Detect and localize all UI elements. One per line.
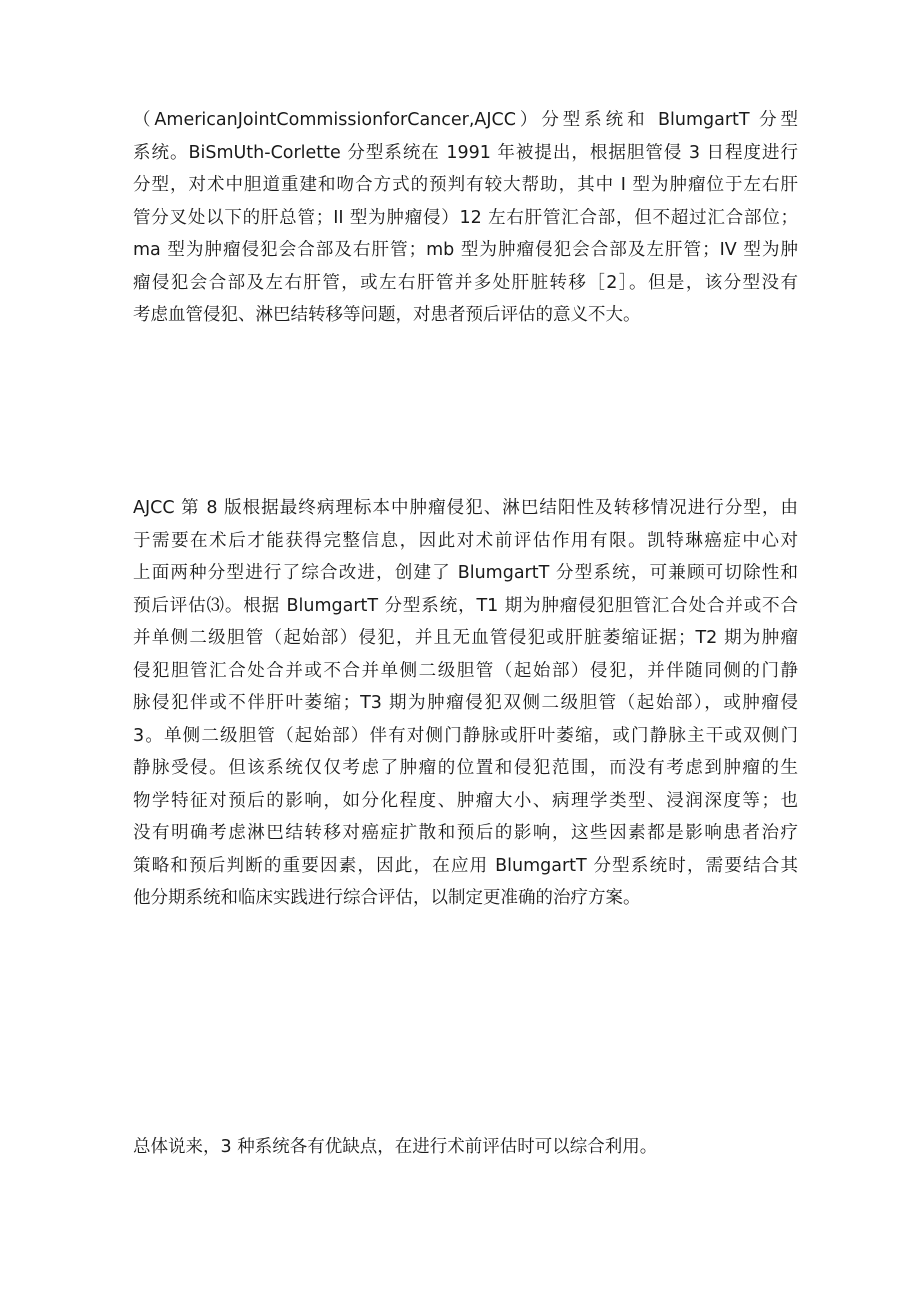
text-line: 预后评估⑶。根据 BlumgartT 分型系统，T1 期为肿瘤侵犯胆管汇合处合并或不合 xyxy=(133,595,798,616)
text-line: 脉侵犯伴或不伴肝叶萎缩；T3 期为肿瘤侵犯双侧二级胆管（起始部），或肿瘤侵 xyxy=(133,693,798,713)
text-line: 上面两种分型进行了综合改进，创建了 BlumgartT 分型系统，可兼顾可切除性和 xyxy=(133,563,798,583)
paragraph-classification-systems xyxy=(133,104,798,332)
text-line: 静脉受侵。但该系统仅仅考虑了肿瘤的位置和侵犯范围，而没有考虑到肿瘤的生 xyxy=(133,758,798,778)
text-line: 侵犯胆管汇合处合并或不合并单侧二级胆管（起始部）侵犯，并伴随同侧的门静 xyxy=(133,660,798,681)
text-line: 策略和预后判断的重要因素，因此，在应用 BlumgartT 分型系统时，需要结合其 xyxy=(133,855,798,876)
text-line: 于需要在术后才能获得完整信息，因此对术前评估作用有限。凯特琳癌症中心对 xyxy=(133,530,798,551)
text-line: AJCC 第 8 版根据最终病理标本中肿瘤侵犯、淋巴结阳性及转移情况进行分型，由 xyxy=(133,498,798,518)
paragraph-ajcc-blumgart xyxy=(133,492,798,915)
text-line: 没有明确考虑淋巴结转移对癌症扩散和预后的影响，这些因素都是影响患者治疗 xyxy=(133,823,798,843)
text-line: 分型，对术中胆道重建和吻合方式的预判有较大帮助，其中 I 型为肿瘤位于左右肝 xyxy=(133,175,798,195)
text-line: 系统。BiSmUth-Corlette 分型系统在 1991 年被提出，根据胆管侵 3 日程度进行 xyxy=(133,142,798,163)
text-line: 管分叉处以下的肝总管；II 型为肿瘤侵）12 左右肝管汇合部，但不超过汇合部位； xyxy=(133,207,798,228)
text-line: ma 型为肿瘤侵犯会合部及右肝管；mb 型为肿瘤侵犯会合部及左肝管；IV 型为肿 xyxy=(133,240,798,260)
text-line: 3。单侧二级胆管（起始部）伴有对侧门静脉或肝叶萎缩，或门静脉主干或双侧门 xyxy=(133,725,798,746)
text-line: 总体说来，3 种系统各有优缺点，在进行术前评估时可以综合利用。 xyxy=(133,1137,658,1157)
text-line: 物学特征对预后的影响，如分化程度、肿瘤大小、病理学类型、浸润深度等；也 xyxy=(133,790,798,811)
text-line: 瘤侵犯会合部及左右肝管，或左右肝管并多处肝脏转移［2］。但是，该分型没有 xyxy=(133,272,798,293)
text-line: 他分期系统和临床实践进行综合评估，以制定更准确的治疗方案。 xyxy=(133,888,641,908)
text-line: 并单侧二级胆管（起始部）侵犯，并且无血管侵犯或肝脏萎缩证据；T2 期为肿瘤 xyxy=(133,628,798,648)
text-line: 考虑血管侵犯、淋巴结转移等问题，对患者预后评估的意义不大。 xyxy=(133,305,641,325)
text-line: （AmericanJointCommissionforCancer,AJCC）分型系统和 BlumgartT 分型 xyxy=(133,110,798,130)
paragraph-summary xyxy=(133,1131,798,1164)
